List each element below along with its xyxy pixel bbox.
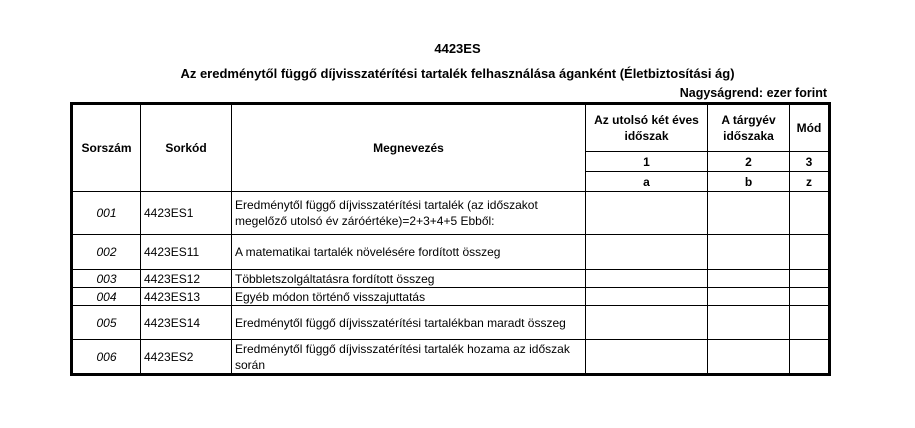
row-sorkod: 4423ES1 xyxy=(141,192,232,235)
header-col3: Mód xyxy=(790,104,830,152)
table-row xyxy=(72,270,830,288)
header-sorszam: Sorszám xyxy=(72,104,141,192)
cell-col1[interactable] xyxy=(586,270,708,288)
row-sorszam: 002 xyxy=(72,235,141,270)
cell-col1[interactable] xyxy=(586,192,708,235)
cell-col1[interactable] xyxy=(586,235,708,270)
row-sorszam: 006 xyxy=(72,340,141,375)
row-sorkod: 4423ES2 xyxy=(141,340,232,375)
row-sorkod: 4423ES13 xyxy=(141,288,232,306)
row-megnevezes: A matematikai tartalék növelésére fordított összeg xyxy=(232,235,586,270)
row-sorszam: 005 xyxy=(72,306,141,340)
cell-col3[interactable] xyxy=(790,340,830,375)
cell-col2[interactable] xyxy=(708,306,790,340)
table-row xyxy=(72,235,830,270)
row-megnevezes: Többletszolgáltatásra fordított összeg xyxy=(232,270,586,288)
col-letter-a: a xyxy=(586,172,708,192)
table-row xyxy=(72,306,830,340)
row-sorszam: 001 xyxy=(72,192,141,235)
cell-col3[interactable] xyxy=(790,288,830,306)
cell-col2[interactable] xyxy=(708,235,790,270)
col-letter-b: b xyxy=(708,172,790,192)
report-table xyxy=(70,102,831,376)
header-col2: A tárgyév időszaka xyxy=(708,104,790,152)
cell-col2[interactable] xyxy=(708,340,790,375)
row-sorkod: 4423ES11 xyxy=(141,235,232,270)
cell-col1[interactable] xyxy=(586,306,708,340)
table-row xyxy=(72,192,830,235)
col-number-3: 3 xyxy=(790,152,830,172)
header-sorkod: Sorkód xyxy=(141,104,232,192)
row-sorszam: 004 xyxy=(72,288,141,306)
cell-col3[interactable] xyxy=(790,192,830,235)
cell-col3[interactable] xyxy=(790,306,830,340)
cell-col3[interactable] xyxy=(790,270,830,288)
cell-col2[interactable] xyxy=(708,288,790,306)
form-code: 4423ES xyxy=(434,41,481,56)
cell-col2[interactable] xyxy=(708,270,790,288)
table-row xyxy=(72,288,830,306)
cell-col1[interactable] xyxy=(586,288,708,306)
header-megnevezes: Megnevezés xyxy=(232,104,586,192)
row-sorkod: 4423ES14 xyxy=(141,306,232,340)
row-megnevezes: Eredménytől függő díjvisszatérítési tartalékban maradt összeg xyxy=(232,306,586,340)
form-title: Az eredménytől függő díjvisszatérítési tartalék felhasználása áganként (Életbiztosítási ág) xyxy=(180,66,735,81)
row-sorkod: 4423ES12 xyxy=(141,270,232,288)
row-sorszam: 003 xyxy=(72,270,141,288)
cell-col2[interactable] xyxy=(708,192,790,235)
cell-col1[interactable] xyxy=(586,340,708,375)
row-megnevezes: Eredménytől függő díjvisszatérítési tartalék hozama az időszak során xyxy=(232,340,586,375)
col-letter-z: z xyxy=(790,172,830,192)
row-megnevezes: Eredménytől függő díjvisszatérítési tartalék (az időszakot megelőző utolsó év záróértéke)=2+3+4+5 Ebből: xyxy=(232,192,586,235)
table-row xyxy=(72,340,830,375)
row-megnevezes: Egyéb módon történő visszajuttatás xyxy=(232,288,586,306)
header-col1: Az utolsó két éves időszak xyxy=(586,104,708,152)
unit-label: Nagyságrend: ezer forint xyxy=(679,86,827,100)
col-number-1: 1 xyxy=(586,152,708,172)
col-number-2: 2 xyxy=(708,152,790,172)
cell-col3[interactable] xyxy=(790,235,830,270)
